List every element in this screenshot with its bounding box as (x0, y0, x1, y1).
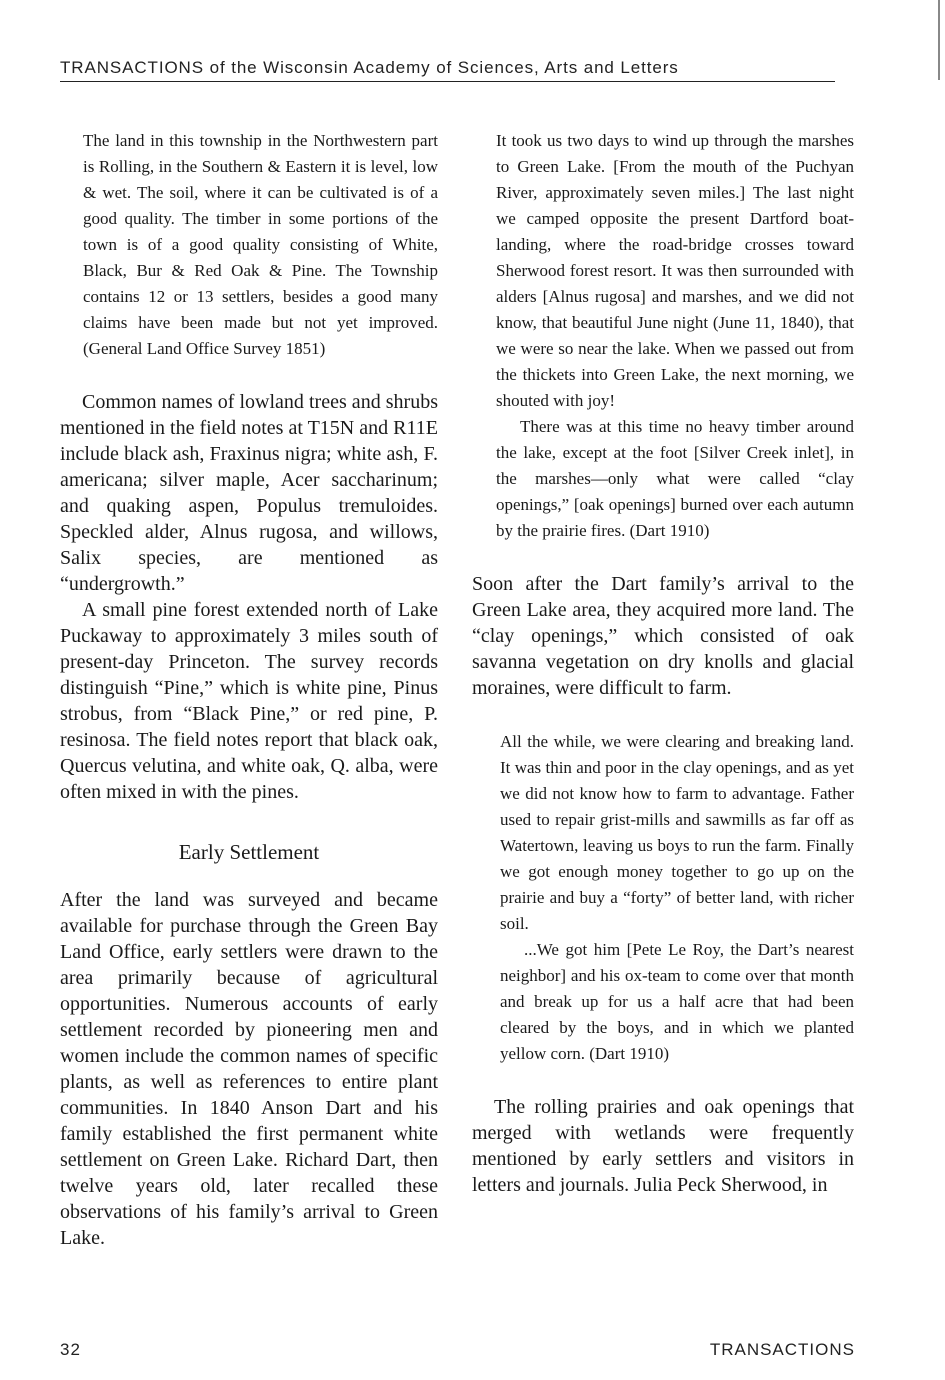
survey-quote (60, 128, 438, 362)
page-number: 32 (60, 1340, 81, 1359)
section-heading: Early Settlement (178, 840, 320, 864)
lowland-trees-paragraph: Common names of lowland trees and shrubs mentioned in the field notes at T15N and R11E include black ash, Fraxinus nigra; white ash, F. americana; silver maple, Acer saccharinum; and quaking aspen, Populus tremuloides. Speckled alder, Alnus rugosa, and willows, Salix species, are mentioned as “undergrowth.” (60, 391, 438, 595)
dart-quote-arrival-p2: There was at this time no heavy timber around the lake, except at the foot [Silver Creek inlet], in the marshes—only what were called “clay openings,” [oak openings] burned over each autumn by the prairie fires. (Dart 1910) (496, 417, 854, 540)
pine-forest-paragraph: A small pine forest extended north of Lake Puckaway to approximately 3 miles south of present-day Princeton. The survey records distinguish “Pine,” which is white pine, Pinus strobus, from “Black Pine,” or red pine, P. resinosa. The field notes report that black oak, Quercus velutina, and white oak, Q. alba, were often mixed in with the pines. (60, 599, 438, 803)
page-edge-mark (938, 0, 945, 80)
left-column (60, 128, 438, 1251)
dart-quote-farming-p2: ...We got him [Pete Le Roy, the Dart’s nearest neighbor] and his ox-team to come over that month and break up for us a half acre that had been cleared by the boys, and in which we planted yellow corn. (Dart 1910) (500, 940, 854, 1063)
survey-quote-text: The land in this township in the Northwestern part is Rolling, in the Southern & Eastern it is level, low & wet. The soil, where it can be cultivated is of a good quality. The timber in some portions of the town is of a good quality consisting of White, Black, Bur & Red Oak & Pine. The Township contains 12 or 13 settlers, besides a good many claims have been made but not yet improved. (General Land Office Survey 1851) (83, 131, 438, 358)
running-footer: TRANSACTIONS (709, 1340, 855, 1359)
dart-quote-arrival (472, 128, 854, 544)
dart-quote-farming-p1: All the while, we were clearing and breaking land. It was thin and poor in the clay openings, and as yet we did not know how to farm to advantage. Father used to repair grist-mills and sawmills as far off as Watertown, leaving us boys to run the farm. Finally we got enough money together to go up on the prairie and buy a “forty” of better land, with richer soil. (500, 732, 854, 933)
rolling-prairies-paragraph: The rolling prairies and oak openings that merged with wetlands were frequently mentioned by early settlers and visitors in letters and journals. Julia Peck Sherwood, in (472, 1096, 854, 1196)
running-header: TRANSACTIONS of the Wisconsin Academy of Sciences, Arts and Letters (60, 58, 835, 82)
clay-openings-paragraph: Soon after the Dart family’s arrival to the Green Lake area, they acquired more land. The “clay openings,” which consisted of oak savanna vegetation on dry knolls and glacial moraines, were difficult to farm. (472, 573, 854, 699)
dart-quote-farming (472, 729, 854, 1067)
right-column (472, 128, 854, 1198)
dart-quote-arrival-p1: It took us two days to wind up through the marshes to Green Lake. [From the mouth of the Puchyan River, approximately seven miles.] The last night we camped opposite the present Dartford boat-landing, where the road-bridge crosses toward Sherwood forest resort. It was then surrounded with alders [Alnus rugosa] and marshes, and we did not know, that beautiful June night (June 11, 1840), that we were so near the lake. When we passed out from the thickets into Green Lake, the next morning, we shouted with joy! (496, 131, 854, 410)
settlement-paragraph: After the land was surveyed and became available for purchase through the Green Bay Land Office, early settlers were drawn to the area primarily because of agricultural opportunities. Numerous accounts of early settlement recorded by pioneering men and women include the common names of specific plants, as well as references to entire plant communities. In 1840 Anson Dart and his family established the first permanent white settlement on Green Lake. Richard Dart, then twelve years old, later recalled these observations of his family’s arrival to Green Lake. (60, 889, 438, 1249)
